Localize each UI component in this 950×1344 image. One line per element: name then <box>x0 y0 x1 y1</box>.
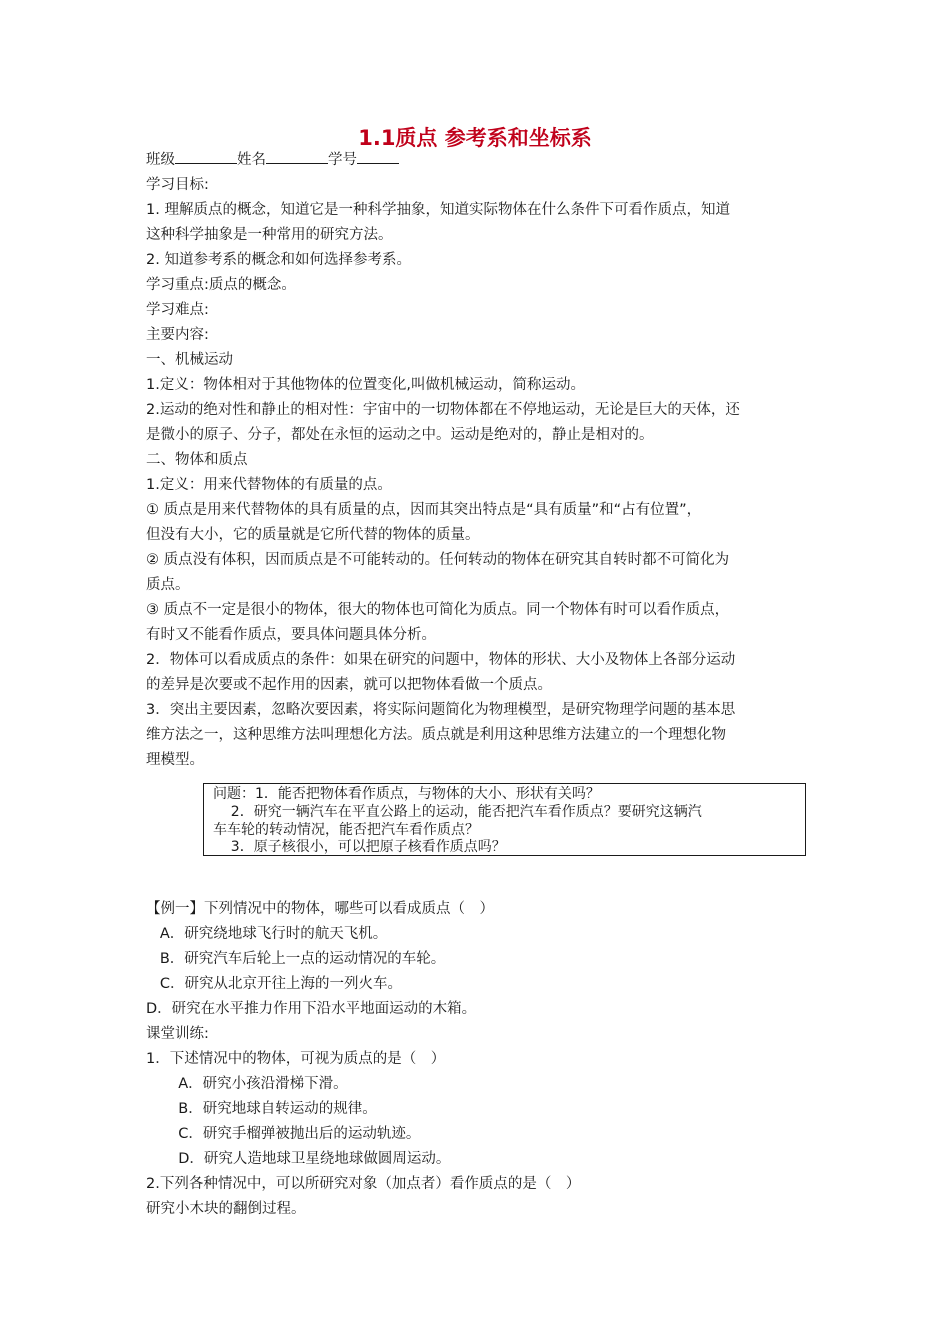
text-line: 理模型。 <box>146 752 204 768</box>
name-label: 姓名 <box>237 152 266 168</box>
student-info-line <box>146 148 399 173</box>
practice-option: C．研究手榴弹被抛出后的运动轨迹。 <box>146 1126 421 1142</box>
text-line: ② 质点没有体积，因而质点是不可能转动的。任何转动的物体在研究其自转时都不可简化为 <box>146 552 730 568</box>
section-heading: 一、机械运动 <box>146 352 233 368</box>
practice-heading: 课堂训练: <box>146 1026 209 1042</box>
text-line: 学习难点: <box>146 302 209 318</box>
class-blank <box>175 149 237 164</box>
practice-question: 2.下列各种情况中，可以所研究对象（加点者）看作质点的是（ ） <box>146 1176 581 1192</box>
example-option: A．研究绕地球飞行时的航天飞机。 <box>146 926 388 942</box>
text-line: 学习目标: <box>146 177 209 193</box>
text-line: 1.定义：用来代替物体的有质量的点。 <box>146 477 392 493</box>
text-line: 是微小的原子、分子，都处在永恒的运动之中。运动是绝对的，静止是相对的。 <box>146 427 654 443</box>
question-line: 3．原子核很小，可以把原子核看作质点吗？ <box>213 839 506 855</box>
question-line: 2．研究一辆汽车在平直公路上的运动，能否把汽车看作质点？要研究这辆汽 <box>213 804 702 820</box>
practice-item: 研究小木块的翻倒过程。 <box>146 1201 306 1217</box>
question-line: 车车轮的转动情况，能否把汽车看作质点？ <box>213 822 479 838</box>
id-label: 学号 <box>328 152 357 168</box>
class-label: 班级 <box>146 152 175 168</box>
text-line: 这种科学抽象是一种常用的研究方法。 <box>146 227 393 243</box>
example-option: B．研究汽车后轮上一点的运动情况的车轮。 <box>146 951 446 967</box>
practice-option: D．研究人造地球卫星绕地球做圆周运动。 <box>146 1151 451 1167</box>
id-blank <box>357 149 399 164</box>
example-option: D．研究在水平推力作用下沿水平地面运动的木箱。 <box>146 1001 477 1017</box>
text-line: ① 质点是用来代替物体的具有质量的点，因而其突出特点是“具有质量”和“占有位置”， <box>146 502 702 518</box>
text-line: 有时又不能看作质点，要具体问题具体分析。 <box>146 627 436 643</box>
question-box <box>203 783 806 856</box>
text-line: 2.运动的绝对性和静止的相对性：宇宙中的一切物体都在不停地运动，无论是巨大的天体，还 <box>146 402 740 418</box>
practice-question: 1．下述情况中的物体，可视为质点的是（ ） <box>146 1051 446 1067</box>
text-line: 主要内容: <box>146 327 209 343</box>
text-line: 1.定义：物体相对于其他物体的位置变化,叫做机械运动，简称运动。 <box>146 377 585 393</box>
text-line: 1. 理解质点的概念，知道它是一种科学抽象，知道实际物体在什么条件下可看作质点，知道 <box>146 202 730 218</box>
text-line: 2. 知道参考系的概念和如何选择参考系。 <box>146 252 411 268</box>
name-blank <box>266 149 328 164</box>
question-line: 问题：1．能否把物体看作质点，与物体的大小、形状有关吗？ <box>213 786 600 802</box>
text-line: 2．物体可以看成质点的条件：如果在研究的问题中，物体的形状、大小及物体上各部分运动 <box>146 652 736 668</box>
practice-option: B．研究地球自转运动的规律。 <box>146 1101 377 1117</box>
example-option: C．研究从北京开往上海的一列火车。 <box>146 976 402 992</box>
text-line: ③ 质点不一定是很小的物体，很大的物体也可简化为质点。同一个物体有时可以看作质点， <box>146 602 730 618</box>
text-line: 3．突出主要因素，忽略次要因素，将实际问题简化为物理模型，是研究物理学问题的基本思 <box>146 702 736 718</box>
text-line: 的差异是次要或不起作用的因素，就可以把物体看做一个质点。 <box>146 677 552 693</box>
section-heading: 二、物体和质点 <box>146 452 248 468</box>
text-line: 但没有大小，它的质量就是它所代替的物体的质量。 <box>146 527 480 543</box>
practice-option: A．研究小孩沿滑梯下滑。 <box>146 1076 348 1092</box>
example-question: 【例一】下列情况中的物体，哪些可以看成质点（ ） <box>146 901 494 917</box>
text-line: 学习重点:质点的概念。 <box>146 277 296 293</box>
text-line: 维方法之一，这种思维方法叫理想化方法。质点就是利用这种思维方法建立的一个理想化物 <box>146 727 726 743</box>
document-title: 1.1质点 参考系和坐标系 <box>358 126 592 150</box>
text-line: 质点。 <box>146 577 190 593</box>
